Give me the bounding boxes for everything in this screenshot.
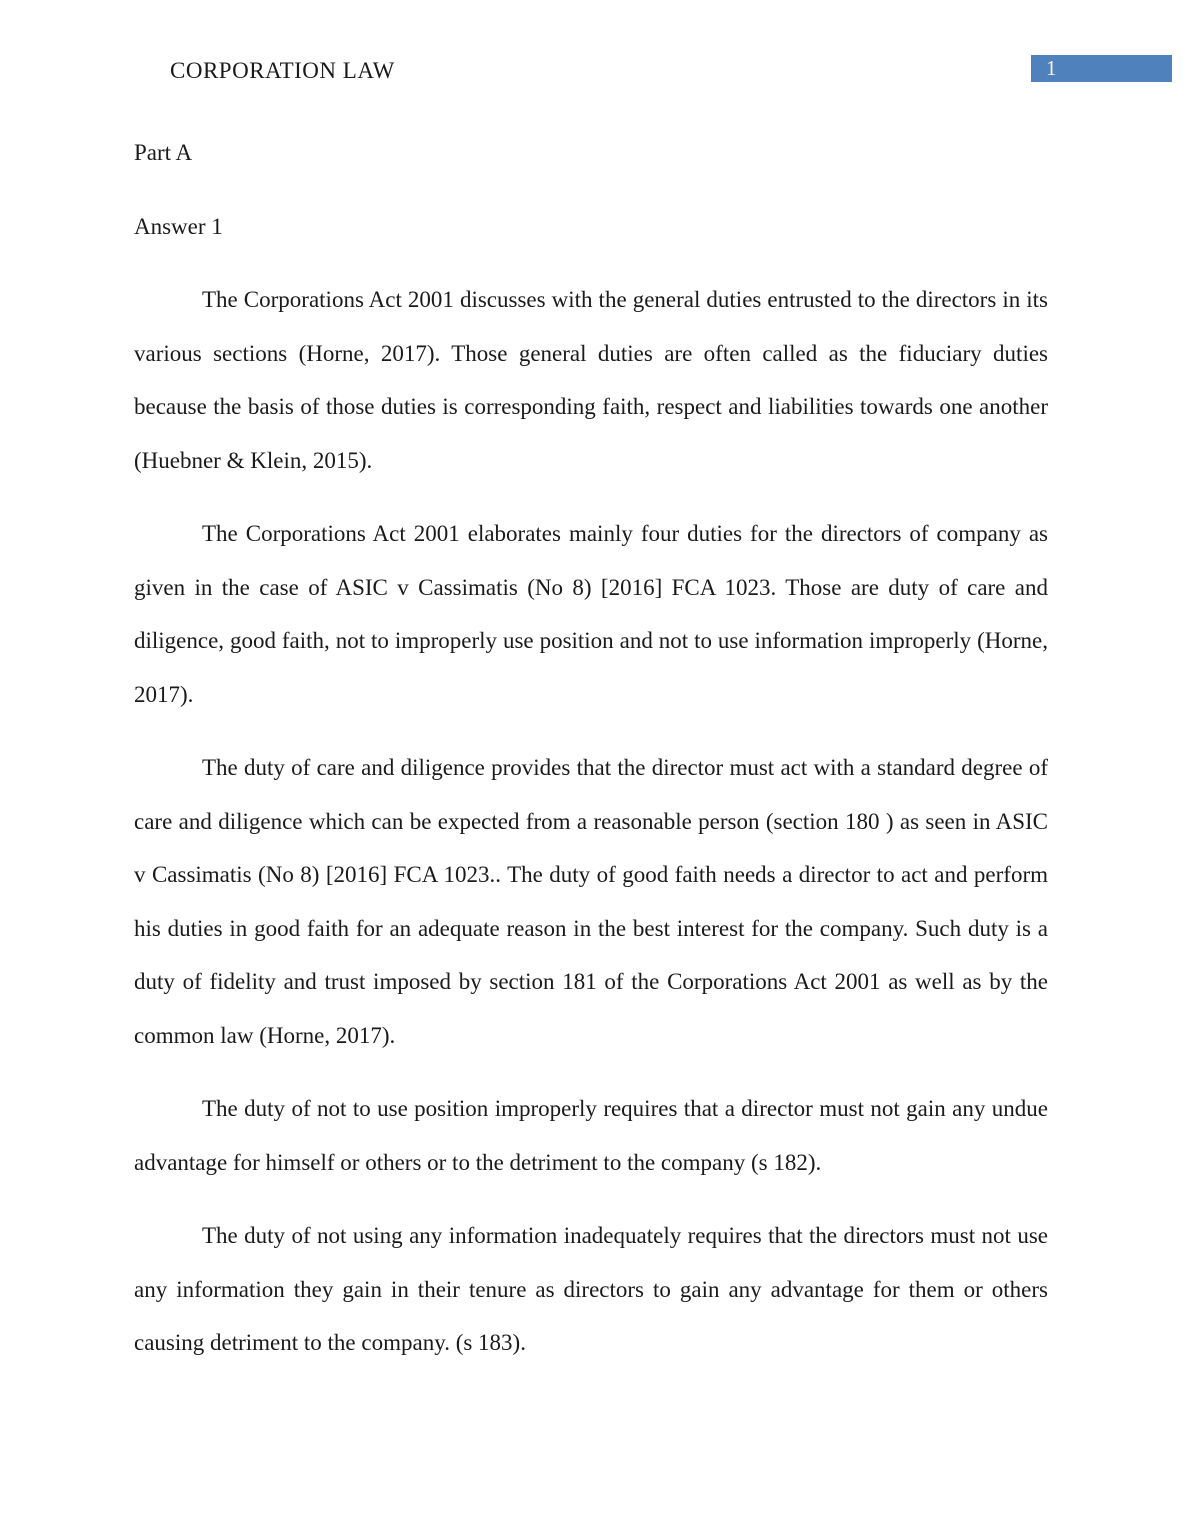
document-body [134,126,1048,1390]
answer-heading: Answer 1 [134,213,223,239]
paragraph-2: The Corporations Act 2001 elaborates mainly four duties for the directors of company as given in the case of ASIC v Cassimatis (No 8) [2016] FCA 1023. Those are duty of care and diligence, good faith, not to improperly use position and not to use information improperly (Horne, 2017). [134,521,1048,707]
paragraph-5: The duty of not using any information inadequately requires that the directors must not use any information they gain in their tenure as directors to gain any advantage for them or others causing detriment to the company. (s 183). [134,1223,1048,1355]
paragraph-1: The Corporations Act 2001 discusses with the general duties entrusted to the directors in its various sections (Horne, 2017). Those general duties are often called as the fiduciary duties because the basis of those duties is corresponding faith, respect and liabilities towards one another (Huebner & Klein, 2015). [134,287,1048,473]
paragraph-3: The duty of care and diligence provides that the director must act with a standard degree of care and diligence which can be expected from a reasonable person (section 180 ) as seen in ASIC v Cassimatis (No 8) [2016] FCA 1023.. The duty of good faith needs a director to act and perform his duties in good faith for an adequate reason in the best interest for the company. Such duty is a duty of fidelity and trust imposed by section 181 of the Corporations Act 2001 as well as by the common law (Horne, 2017). [134,755,1048,1048]
part-heading: Part A [134,140,193,165]
document-header-title: CORPORATION LAW [170,58,395,83]
page-number-badge [1031,55,1172,82]
page-number: 1 [1046,56,1057,80]
paragraph-4: The duty of not to use position improperly requires that a director must not gain any undue advantage for himself or others or to the detriment to the company (s 182). [134,1096,1048,1175]
